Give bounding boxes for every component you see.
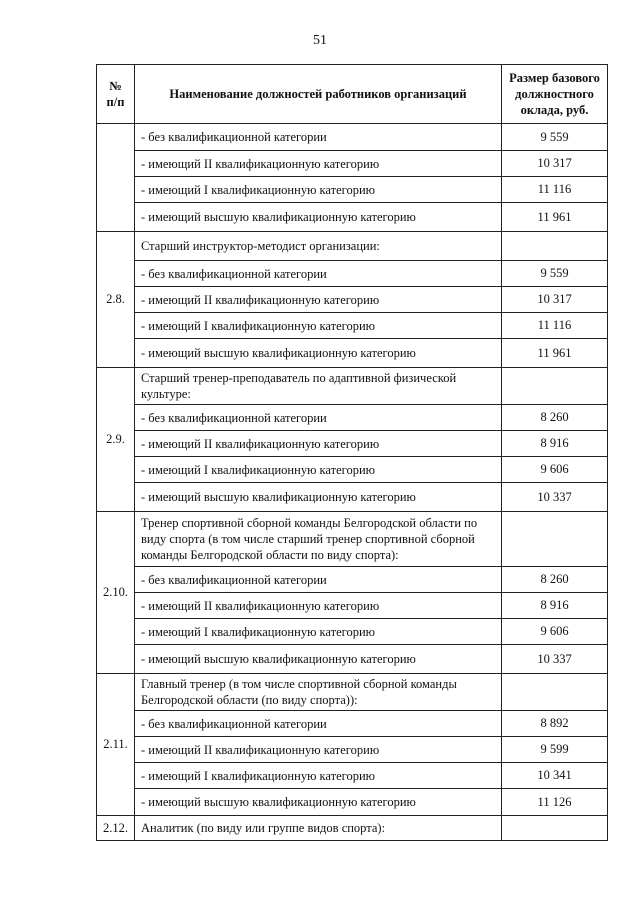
position-label: - имеющий II квалификационную категорию [135,287,502,313]
section-title: Старший тренер-преподаватель по адаптивной физической культуре: [135,368,502,405]
section-title-row [97,232,608,261]
table-row [97,124,608,151]
salary-value: 8 260 [502,567,608,593]
header-salary: Размер базового должностного оклада, руб. [502,65,608,124]
section-title-row [97,368,608,405]
salary-value: 11 116 [502,177,608,203]
table-row [97,405,608,431]
section-title-row [97,512,608,567]
table-row [97,619,608,645]
salary-value: 10 337 [502,645,608,674]
position-label: - имеющий II квалификационную категорию [135,593,502,619]
position-label: - имеющий I квалификационную категорию [135,457,502,483]
row-number: 2.12. [97,816,135,841]
table-row [97,287,608,313]
salary-value: 10 341 [502,763,608,789]
salary-value: 9 559 [502,261,608,287]
salary-value: 9 599 [502,737,608,763]
table-row [97,431,608,457]
salary-value: 9 559 [502,124,608,151]
salary-value: 11 961 [502,339,608,368]
table-row [97,737,608,763]
table-row [97,567,608,593]
position-label: - имеющий II квалификационную категорию [135,151,502,177]
salary-value: 9 606 [502,619,608,645]
row-number [97,124,135,232]
salary-value: 10 317 [502,151,608,177]
table-row [97,483,608,512]
position-label: - имеющий I квалификационную категорию [135,177,502,203]
section-title: Старший инструктор-методист организации: [135,232,502,261]
table-row [97,261,608,287]
table-row [97,177,608,203]
table-row [97,203,608,232]
position-label: - без квалификационной категории [135,261,502,287]
row-number: 2.8. [97,232,135,368]
section-title: Аналитик (по виду или группе видов спорта): [135,816,502,841]
row-number: 2.9. [97,368,135,512]
position-label: - имеющий высшую квалификационную категорию [135,645,502,674]
table-row [97,789,608,816]
salary-value: 10 337 [502,483,608,512]
position-label: - без квалификационной категории [135,405,502,431]
table-header-row [97,65,608,124]
section-title: Тренер спортивной сборной команды Белгородской области по виду спорта (в том числе старший тренер спортивной сборной команды Белгородской области по виду спорта): [135,512,502,567]
position-label: - без квалификационной категории [135,124,502,151]
salary-value: 11 126 [502,789,608,816]
position-label: - имеющий II квалификационную категорию [135,431,502,457]
salary-value: 8 916 [502,593,608,619]
table-row [97,313,608,339]
position-label: - имеющий высшую квалификационную категорию [135,483,502,512]
salary-value: 11 961 [502,203,608,232]
section-title-row [97,816,608,841]
salary-value: 10 317 [502,287,608,313]
table-row [97,151,608,177]
salary-value: 9 606 [502,457,608,483]
position-label: - имеющий высшую квалификационную категорию [135,789,502,816]
header-num: № п/п [97,65,135,124]
salary-value: 8 260 [502,405,608,431]
salary-value: 8 892 [502,711,608,737]
salary-table [96,64,608,841]
position-label: - имеющий II квалификационную категорию [135,737,502,763]
position-label: - без квалификационной категории [135,711,502,737]
table-row [97,645,608,674]
table-row [97,593,608,619]
row-number: 2.11. [97,674,135,816]
table-row [97,339,608,368]
position-label: - имеющий высшую квалификационную категорию [135,339,502,368]
salary-value: 8 916 [502,431,608,457]
row-number: 2.10. [97,512,135,674]
page-number: 51 [313,33,327,48]
table-row [97,711,608,737]
section-title: Главный тренер (в том числе спортивной сборной команды Белгородской области (по виду спорта)): [135,674,502,711]
table-row [97,457,608,483]
position-label: - имеющий I квалификационную категорию [135,763,502,789]
table-row [97,763,608,789]
position-label: - имеющий I квалификационную категорию [135,619,502,645]
position-label: - имеющий I квалификационную категорию [135,313,502,339]
position-label: - имеющий высшую квалификационную категорию [135,203,502,232]
header-position-name: Наименование должностей работников организаций [135,65,502,124]
salary-value: 11 116 [502,313,608,339]
section-title-row [97,674,608,711]
position-label: - без квалификационной категории [135,567,502,593]
